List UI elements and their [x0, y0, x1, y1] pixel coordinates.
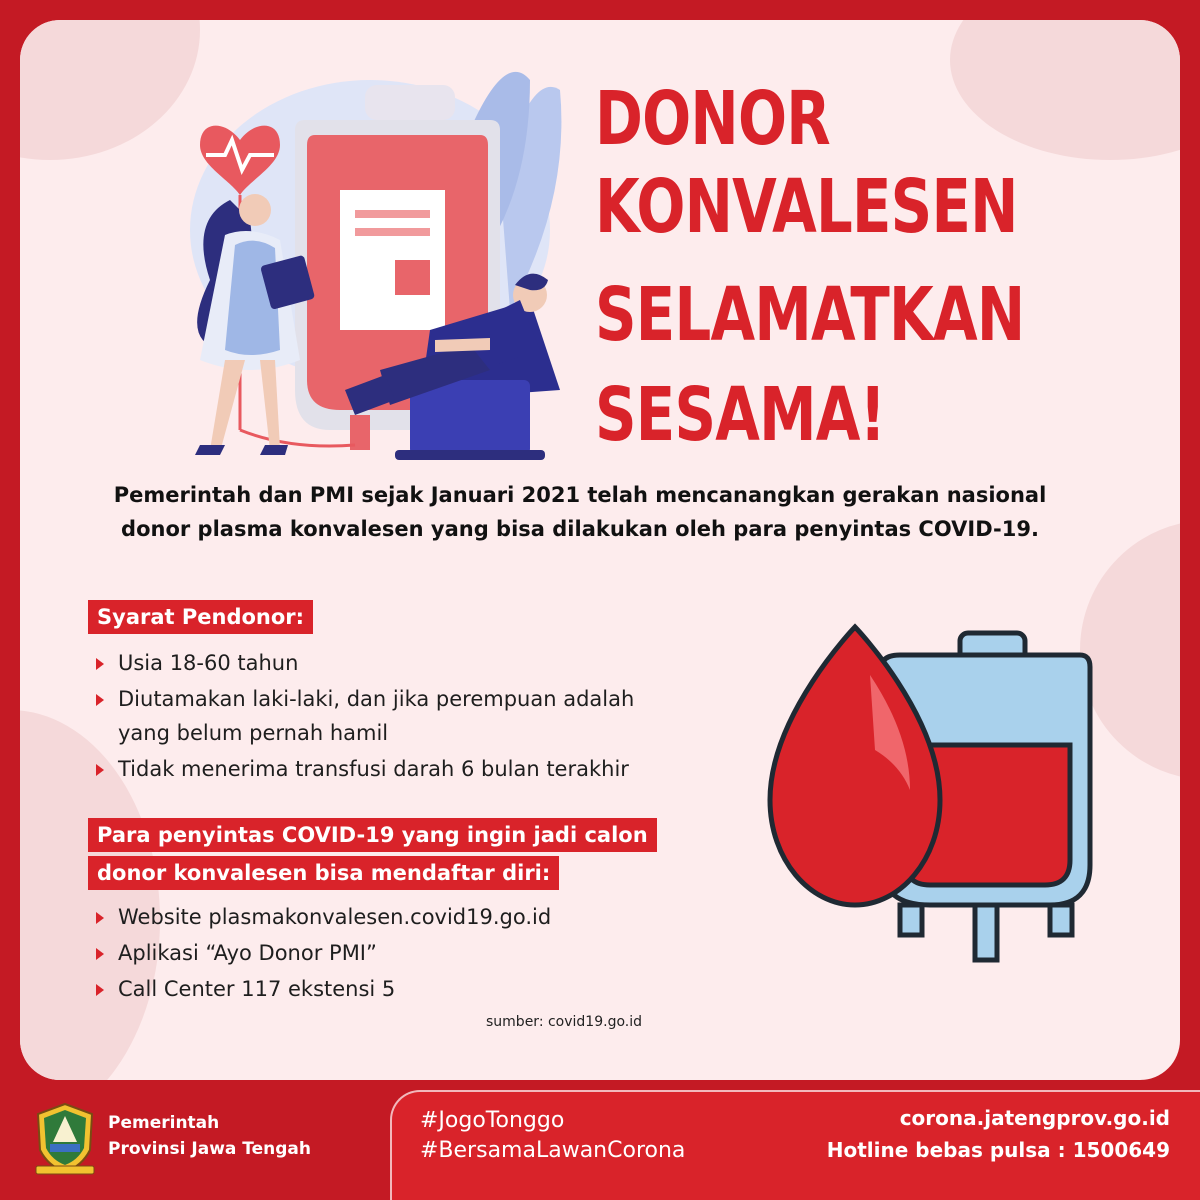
- intro-line-2: donor plasma konvalesen yang bisa dilakukan oleh para penyintas COVID-19.: [121, 517, 1039, 541]
- background-blob: [950, 20, 1180, 160]
- intro-paragraph: [40, 478, 1120, 546]
- source-note: sumber: covid19.go.id: [486, 1014, 643, 1030]
- title-line-1: DONOR: [595, 76, 830, 162]
- footer-hotline: Hotline bebas pulsa : 1500649: [826, 1138, 1170, 1162]
- triangle-right-icon: [96, 948, 104, 960]
- triangle-right-icon: [96, 658, 104, 670]
- footer-org-line-1: Pemerintah: [108, 1113, 220, 1133]
- poster: DONOR KONVALESEN SELAMATKAN SESAMA! Pemerintah dan PMI sejak Januari 2021 telah mencanangkan gerakan nasional donor plasma konvalesen yang bisa dilakukan oleh para penyintas COVID-19. Syarat Pendonor: Usia 18-60 tahun Diutamakan laki-laki, dan jika perempuan adalah yang belum pernah hamil Tidak menerima transfusi darah 6 bulan terakhir Para penyintas COVID-19 yang ingin jadi calon donor konvalesen bisa mendaftar diri: Website plasmakonvalesen.covid19.go.id Aplikasi “Ayo Donor PMI” Call Center 117 ekstensi 5 sumber: covid19.go.id Pemerintah Provinsi Jawa Tengah #JogoTonggo #BersamaLawanCorona corona.jatengprov.go.id Hotline bebas pulsa : 1500649: [0, 0, 1200, 1200]
- title-line-3: SELAMATKAN: [595, 272, 1025, 358]
- footer-org-line-2: Provinsi Jawa Tengah: [108, 1139, 312, 1159]
- triangle-right-icon: [96, 764, 104, 776]
- registration-heading-line-2: donor konvalesen bisa mendaftar diri:: [88, 856, 559, 890]
- title-line-4: SESAMA!: [595, 372, 886, 458]
- blood-bag-illustration: [760, 615, 1110, 985]
- central-java-emblem-icon: [32, 1100, 98, 1176]
- registration-heading-line-1: Para penyintas COVID-19 yang ingin jadi calon: [88, 818, 657, 852]
- triangle-right-icon: [96, 694, 104, 706]
- donation-illustration: [170, 60, 590, 470]
- requirements-heading: Syarat Pendonor:: [88, 600, 313, 634]
- hashtag-jogotonggo: #JogoTonggo: [420, 1108, 565, 1133]
- intro-line-1: Pemerintah dan PMI sejak Januari 2021 telah mencanangkan gerakan nasional: [113, 483, 1047, 507]
- footer-website: corona.jatengprov.go.id: [899, 1106, 1170, 1130]
- triangle-right-icon: [96, 984, 104, 996]
- hashtag-bersamalawancorona: #BersamaLawanCorona: [420, 1138, 686, 1163]
- title-line-2: KONVALESEN: [595, 164, 1018, 250]
- triangle-right-icon: [96, 912, 104, 924]
